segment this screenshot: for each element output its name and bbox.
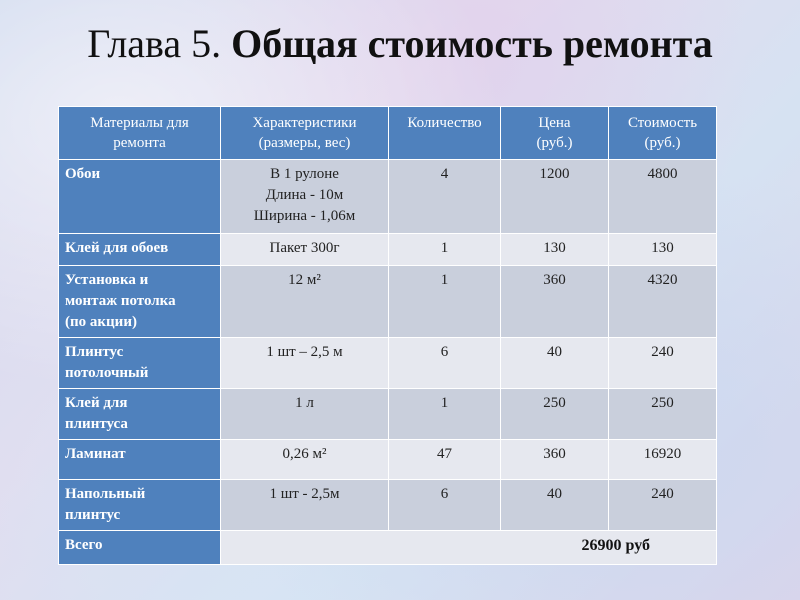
total-value: 26900 руб <box>221 531 717 565</box>
cost-table <box>58 106 717 565</box>
total-label: Всего <box>59 531 221 565</box>
material-quantity: 6 <box>389 480 501 531</box>
header-cost: Стоимость (руб.) <box>609 107 717 160</box>
table-row <box>59 440 717 480</box>
material-price: 250 <box>501 389 609 440</box>
material-price: 360 <box>501 266 609 338</box>
material-name: Обои <box>59 160 221 234</box>
title-prefix: Глава 5. <box>87 21 222 66</box>
material-name: Клей для плинтуса <box>59 389 221 440</box>
material-spec: В 1 рулоне Длина - 10м Ширина - 1,06м <box>221 160 389 234</box>
material-cost: 130 <box>609 234 717 266</box>
material-spec: Пакет 300г <box>221 234 389 266</box>
table-row <box>59 480 717 531</box>
material-quantity: 47 <box>389 440 501 480</box>
total-row <box>59 531 717 565</box>
material-quantity: 1 <box>389 234 501 266</box>
material-spec: 1 шт - 2,5м <box>221 480 389 531</box>
material-price: 40 <box>501 338 609 389</box>
material-name: Напольный плинтус <box>59 480 221 531</box>
material-cost: 4320 <box>609 266 717 338</box>
material-name: Установка и монтаж потолка (по акции) <box>59 266 221 338</box>
material-spec: 0,26 м² <box>221 440 389 480</box>
slide-title <box>0 20 800 67</box>
material-quantity: 1 <box>389 266 501 338</box>
material-spec: 1 шт – 2,5 м <box>221 338 389 389</box>
material-name: Плинтус потолочный <box>59 338 221 389</box>
table-row <box>59 234 717 266</box>
material-quantity: 1 <box>389 389 501 440</box>
title-main: Общая стоимость ремонта <box>231 21 713 66</box>
header-row <box>59 107 717 160</box>
material-name: Клей для обоев <box>59 234 221 266</box>
table-row <box>59 160 717 234</box>
header-materials: Материалы для ремонта <box>59 107 221 160</box>
table-row <box>59 389 717 440</box>
material-cost: 16920 <box>609 440 717 480</box>
cost-table-body <box>59 107 717 565</box>
material-price: 360 <box>501 440 609 480</box>
table-row <box>59 266 717 338</box>
material-spec: 1 л <box>221 389 389 440</box>
material-cost: 250 <box>609 389 717 440</box>
material-spec: 12 м² <box>221 266 389 338</box>
table-row <box>59 338 717 389</box>
header-quantity: Количество <box>389 107 501 160</box>
material-quantity: 4 <box>389 160 501 234</box>
material-price: 130 <box>501 234 609 266</box>
material-price: 40 <box>501 480 609 531</box>
header-price: Цена (руб.) <box>501 107 609 160</box>
material-price: 1200 <box>501 160 609 234</box>
header-specs: Характеристики (размеры, вес) <box>221 107 389 160</box>
material-quantity: 6 <box>389 338 501 389</box>
material-cost: 4800 <box>609 160 717 234</box>
material-cost: 240 <box>609 480 717 531</box>
material-cost: 240 <box>609 338 717 389</box>
material-name: Ламинат <box>59 440 221 480</box>
